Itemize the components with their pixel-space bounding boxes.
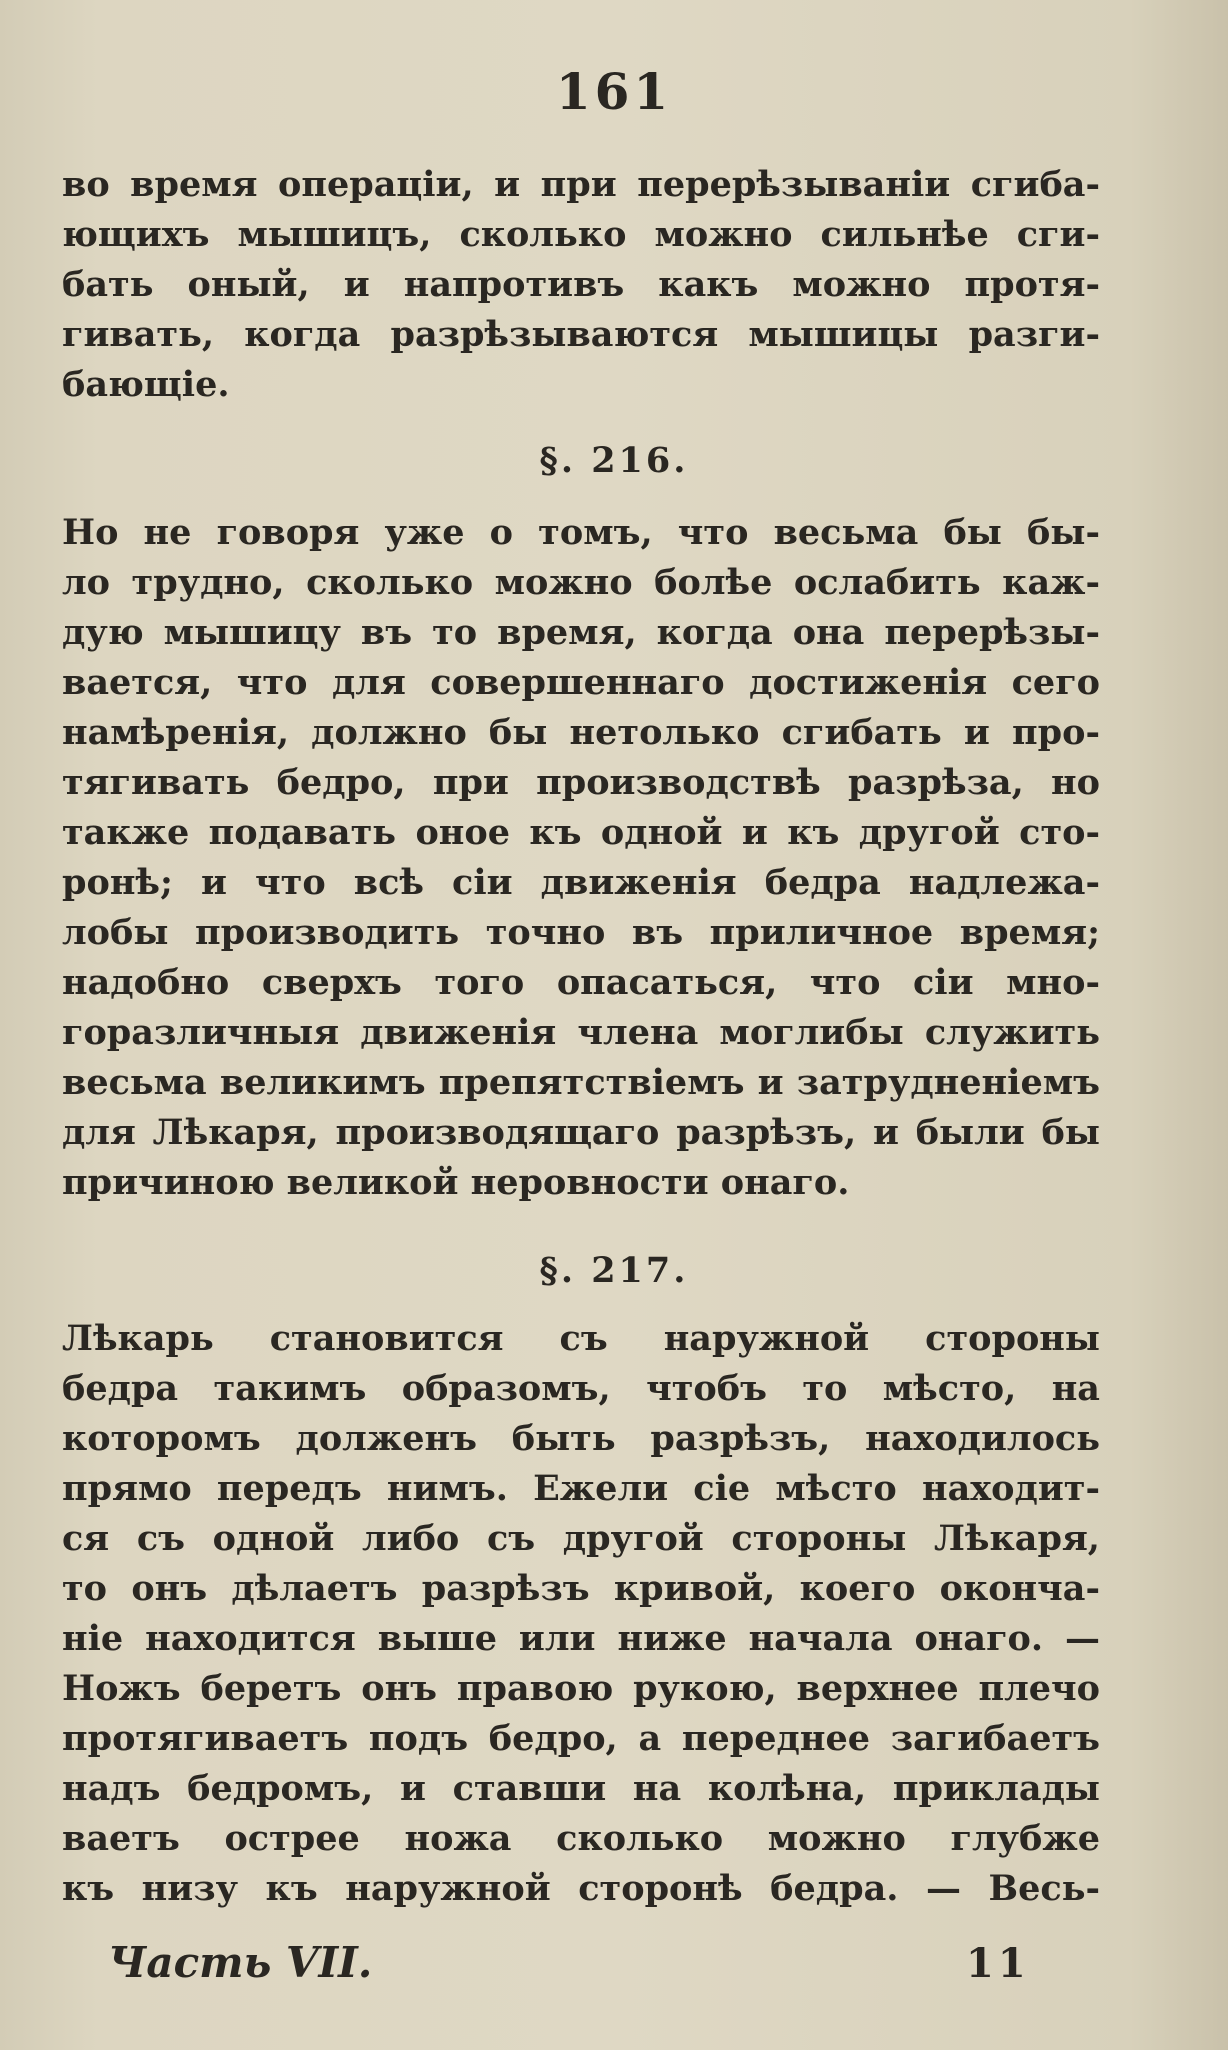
text-line: бающіе.: [62, 364, 230, 405]
section-heading-217: §. 217.: [539, 1250, 689, 1291]
text-line: намѣренія, должно бы нетолько сгибать и про-: [62, 712, 1100, 753]
text-line: бать оный, и напротивъ какъ можно протя-: [62, 264, 1100, 305]
text-line: ся съ одной либо съ другой стороны Лѣкаря,: [62, 1518, 1100, 1559]
text-line: для Лѣкаря, производящаго разрѣзъ, и были бы: [62, 1112, 1100, 1153]
section-heading-216: §. 216.: [539, 440, 689, 481]
text-line: Но не говоря уже о томъ, что весьма бы бы-: [62, 512, 1100, 553]
text-line: лобы производить точно въ приличное время;: [62, 912, 1100, 953]
footer-part-label: Часть VII.: [108, 1938, 373, 1987]
paragraph-2: [62, 508, 1100, 1208]
text-line: то онъ дѣлаетъ разрѣзъ кривой, коего оконча-: [62, 1568, 1100, 1609]
text-line: ваетъ острее ножа сколько можно глубже: [62, 1818, 1100, 1859]
text-line: ющихъ мышицъ, сколько можно сильнѣе сги-: [62, 214, 1100, 255]
text-line: бедра такимъ образомъ, чтобъ то мѣсто, на: [62, 1368, 1100, 1409]
text-line: причиною великой неровности онаго.: [62, 1162, 850, 1203]
text-line: протягиваетъ подъ бедро, а переднее загибаетъ: [62, 1718, 1100, 1759]
text-line: ло трудно, сколько можно болѣе ослабить каж-: [62, 562, 1100, 603]
text-line: надобно сверхъ того опасаться, что сіи мно-: [62, 962, 1100, 1003]
page-number: 161: [555, 62, 673, 121]
text-line: надъ бедромъ, и ставши на колѣна, приклады: [62, 1768, 1100, 1809]
text-line: къ низу къ наружной сторонѣ бедра. — Весь-: [62, 1868, 1100, 1909]
text-line: Лѣкарь становится съ наружной стороны: [62, 1318, 1100, 1359]
text-line: ронѣ; и что всѣ сіи движенія бедра надлежа-: [62, 862, 1100, 903]
text-line: прямо передъ нимъ. Ежели сіе мѣсто находит-: [62, 1468, 1100, 1509]
text-line: Ножъ беретъ онъ правою рукою, верхнее плечо: [62, 1668, 1100, 1709]
paragraph-1: [62, 160, 1100, 410]
footer-signature: 11: [966, 1940, 1030, 1987]
text-line: во время операціи, и при перерѣзываніи сгиба-: [62, 164, 1100, 205]
text-line: также подавать оное къ одной и къ другой сто-: [62, 812, 1100, 853]
text-line: вается, что для совершеннаго достиженія сего: [62, 662, 1100, 703]
text-line: гивать, когда разрѣзываются мышицы разги-: [62, 314, 1100, 355]
paragraph-3: [62, 1314, 1100, 1914]
text-line: тягивать бедро, при производствѣ разрѣза, но: [62, 762, 1100, 803]
text-line: которомъ долженъ быть разрѣзъ, находилось: [62, 1418, 1100, 1459]
text-line: весьма великимъ препятствіемъ и затрудненіемъ: [62, 1062, 1100, 1103]
text-line: горазличныя движенія члена моглибы служить: [62, 1012, 1100, 1053]
text-line: ніе находится выше или ниже начала онаго. —: [62, 1618, 1100, 1659]
text-line: дую мышицу въ то время, когда она перерѣзы-: [62, 612, 1100, 653]
